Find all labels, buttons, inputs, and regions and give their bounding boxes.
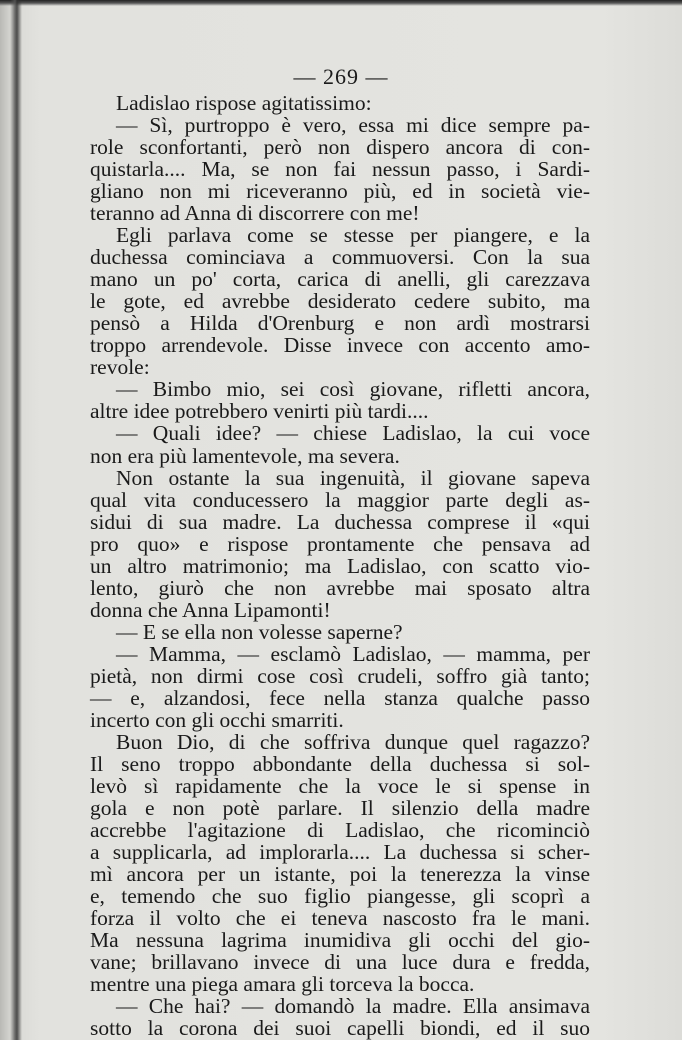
text-line: Ma nessuna lagrima inumidiva gli occhi del gio- (90, 928, 590, 953)
text-line: vane; brillavano invece di una luce dura e fredda, (90, 950, 590, 975)
text-line: role sconfortanti, però non dispero ancora di con- (90, 135, 590, 160)
text-line: duchessa cominciava a commuoversi. Con la sua (90, 245, 590, 270)
text-line: pro quo» e rispose prontamente che pensava ad (90, 531, 590, 556)
text-line: donna che Anna Lipamonti! (90, 597, 331, 622)
text-line: quistarla.... Ma, se non fai nessun passo, i Sardi- (90, 157, 590, 182)
text-line: mì ancora per un istante, poi la tenerezza la vinse (90, 862, 590, 887)
text-line: pensò a Hilda d'Orenburg e non ardì mostrarsi (90, 311, 590, 336)
text-line: mentre una piega amara gli torceva la bocca. (90, 972, 475, 997)
text-line: — E se ella non volesse saperne? (116, 619, 403, 644)
text-line: — Mamma, — esclamò Ladislao, — mamma, per (116, 641, 590, 666)
text-line: sotto la corona dei suoi capelli biondi, ed il suo (90, 1016, 590, 1040)
text-line: accrebbe l'agitazione di Ladislao, che ricominciò (90, 818, 590, 843)
text-line: Non ostante la sua ingenuità, il giovane sapeva (116, 465, 590, 490)
book-spine-shadow (10, 0, 22, 1040)
text-line: gola e non potè parlare. Il silenzio della madre (90, 796, 590, 820)
text-line: forza il volto che ei teneva nascosto fra le mani. (90, 906, 590, 931)
text-line: Buon Dio, di che soffriva dunque quel ragazzo? (116, 729, 590, 754)
text-line: e, temendo che suo figlio piangesse, gli scoprì a (90, 884, 590, 909)
text-line: levò sì rapidamente che la voce le si spense in (90, 773, 590, 798)
text-line: un altro matrimonio; ma Ladislao, con scatto vio- (90, 553, 590, 578)
text-line: Egli parlava come se stesse per piangere, e la (116, 223, 590, 248)
text-line: — e, alzandosi, fece nella stanza qualche passo (90, 685, 590, 710)
page-number: — 269 — (293, 64, 389, 89)
body-text (90, 92, 590, 1039)
text-line: altre idee potrebbero venirti più tardi.... (90, 399, 429, 424)
text-line: mano un po' corta, carica di anelli, gli carezzava (90, 267, 590, 292)
text-line: — Sì, purtroppo è vero, essa mi dice sempre pa- (116, 113, 590, 138)
text-line: qual vita conducessero la maggior parte degli as- (90, 487, 590, 512)
text-line: teranno ad Anna di discorrere con me! (90, 201, 420, 226)
text-line: — Quali idee? — chiese Ladislao, la cui voce (116, 421, 590, 446)
text-line: troppo arrendevole. Disse invece con accento amo- (90, 333, 590, 358)
text-line: lento, giurò che non avrebbe mai sposato altra (90, 575, 590, 600)
text-line: pietà, non dirmi cose così crudeli, soffro già tanto; (90, 663, 590, 688)
text-line: revole: (90, 355, 150, 380)
text-line: Il seno troppo abbondante della duchessa si sol- (90, 751, 590, 776)
text-line: — Bimbo mio, sei così giovane, rifletti ancora, (116, 377, 590, 402)
text-line: a supplicarla, ad implorarla.... La duchessa si scher- (90, 840, 590, 865)
text-line: non era più lamentevole, ma severa. (90, 443, 400, 468)
text-line: — Che hai? — domandò la madre. Ella ansimava (116, 994, 590, 1019)
text-line: le gote, ed avrebbe desiderato cedere subito, ma (90, 289, 590, 314)
text-line: incerto con gli occhi smarriti. (90, 707, 344, 732)
text-line: sidui di sua madre. La duchessa comprese il «qui (90, 509, 590, 534)
page-top-edge (0, 0, 682, 6)
text-line: Ladislao rispose agitatissimo: (116, 91, 372, 115)
text-line: gliano non mi riceveranno più, ed in società vie- (90, 179, 590, 204)
